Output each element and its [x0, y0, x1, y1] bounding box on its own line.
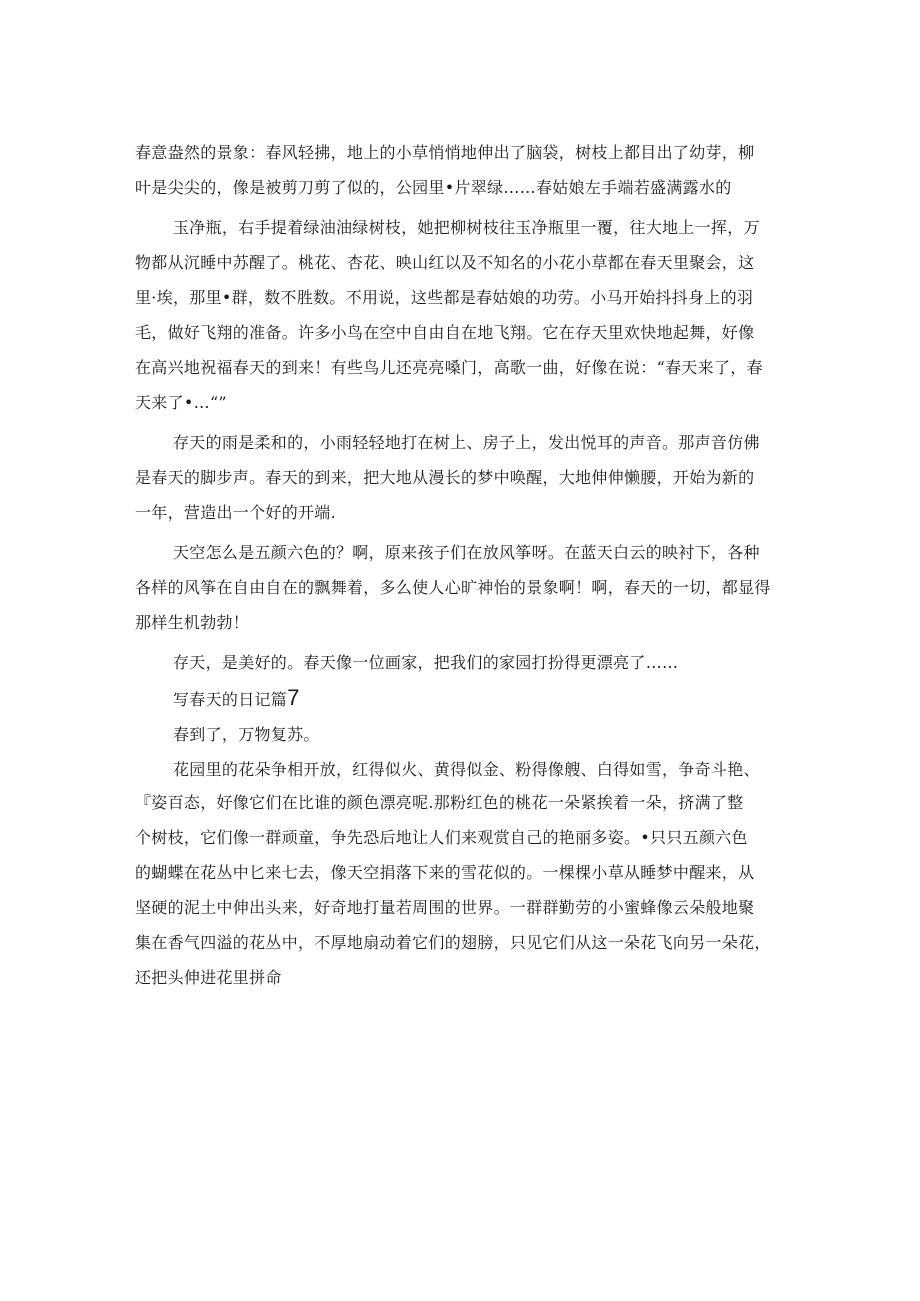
section-heading-text: 写春天的日记篇 [173, 690, 288, 709]
text-line: 天来了•…“” [135, 393, 227, 412]
text-line: 存天的雨是柔和的，小雨轻轻地打在树上、房子上，发出悦耳的声音。那声音仿佛 [173, 433, 760, 452]
document-body [135, 460, 785, 530]
document-body [135, 785, 785, 995]
text-line: 花园里的花朵争相开放，红得似火、黄得似金、粉得像艘、白得如雪，争奇斗艳、 [173, 760, 760, 779]
text-line: 玉净瓶，右手提着绿油油绿树枝，她把柳树枝往玉净瓶里一覆，往大地上一挥，万 [173, 218, 760, 237]
document-body [135, 570, 785, 640]
text-line: 在高兴地祝福春天的到来！有些鸟儿还亮亮嗓门，高歌一曲，好像在说：“春天来了，春 [135, 358, 763, 377]
section-heading [173, 680, 823, 717]
text-line: 集在香气四溢的花丛中，不厚地扇动着它们的翅膀，只见它们从这一朵花飞向另一朵花， [135, 933, 771, 952]
text-line: 春到了，万物复苏。 [173, 725, 320, 744]
text-line: 春意盎然的景象：春风轻拂，地上的小草悄悄地伸出了脑袋，树枝上都目出了幼芽，柳 [135, 143, 755, 162]
text-line: 毛，做好飞翔的准备。许多小鸟在空中自由自在地飞翔。它在存天里欢快地起舞，好像 [135, 323, 755, 342]
document-body [173, 535, 823, 570]
document-body [135, 245, 785, 420]
text-line: 是春天的脚步声。春天的到来，把大地从漫长的梦中唤醒，大地伸伸懒腰，开始为新的 [135, 468, 755, 487]
section-heading-number: 7 [287, 685, 300, 710]
text-line: 还把头伸进花里拼命 [135, 968, 282, 987]
document-body [173, 425, 823, 460]
text-line: 的蝴蝶在花丛中匕来七去，像天空捐落下来的雪花似的。一棵棵小草从睡梦中醒来，从 [135, 863, 755, 882]
text-line: 各样的风筝在自由自在的飘舞着，多么使人心旷神怡的景象啊！啊，春天的一切，都显得 [135, 578, 771, 597]
text-line: 那样生机勃勃！ [135, 613, 250, 632]
text-line: 坚硬的泥土中伸出头来，好奇地打量若周围的世界。一群群勤劳的小蜜蜂像云朵般地聚 [135, 898, 755, 917]
text-line: 天空怎么是五颜六色的？啊，原来孩子们在放风筝呀。在蓝天白云的映衬下，各种 [173, 543, 760, 562]
text-line: 物都从沉睡中苏醒了。桃花、杏花、映山红以及不知名的小花小草都在春天里聚会，这 [135, 253, 755, 272]
document-body [173, 645, 823, 787]
text-line: 里·埃，那里•群，数不胜数。不用说，这些都是春姑娘的功劳。小马开始抖抖身上的羽 [135, 288, 754, 307]
text-line: 一年，营造出一个好的开端. [135, 503, 336, 522]
document-body [135, 135, 785, 205]
document-body [173, 210, 823, 245]
text-line: 叶是尖尖的，像是被剪刀剪了似的，公园里•片翠绿……春姑娘左手端若盛满露水的 [135, 178, 732, 197]
text-line: 『姿百态，好像它们在比谁的颜色漂亮呢.那粉红色的桃花一朵紧挨着一朵，挤满了整 [135, 793, 744, 812]
text-line: 个树枝，它们像一群顽童，争先恐后地让人们来观赏自己的艳丽多姿。•只只五颜六色 [135, 828, 748, 847]
text-line: 存天，是美好的。春天像一位画家，把我们的家园打扮得更漂亮了…… [173, 653, 679, 672]
